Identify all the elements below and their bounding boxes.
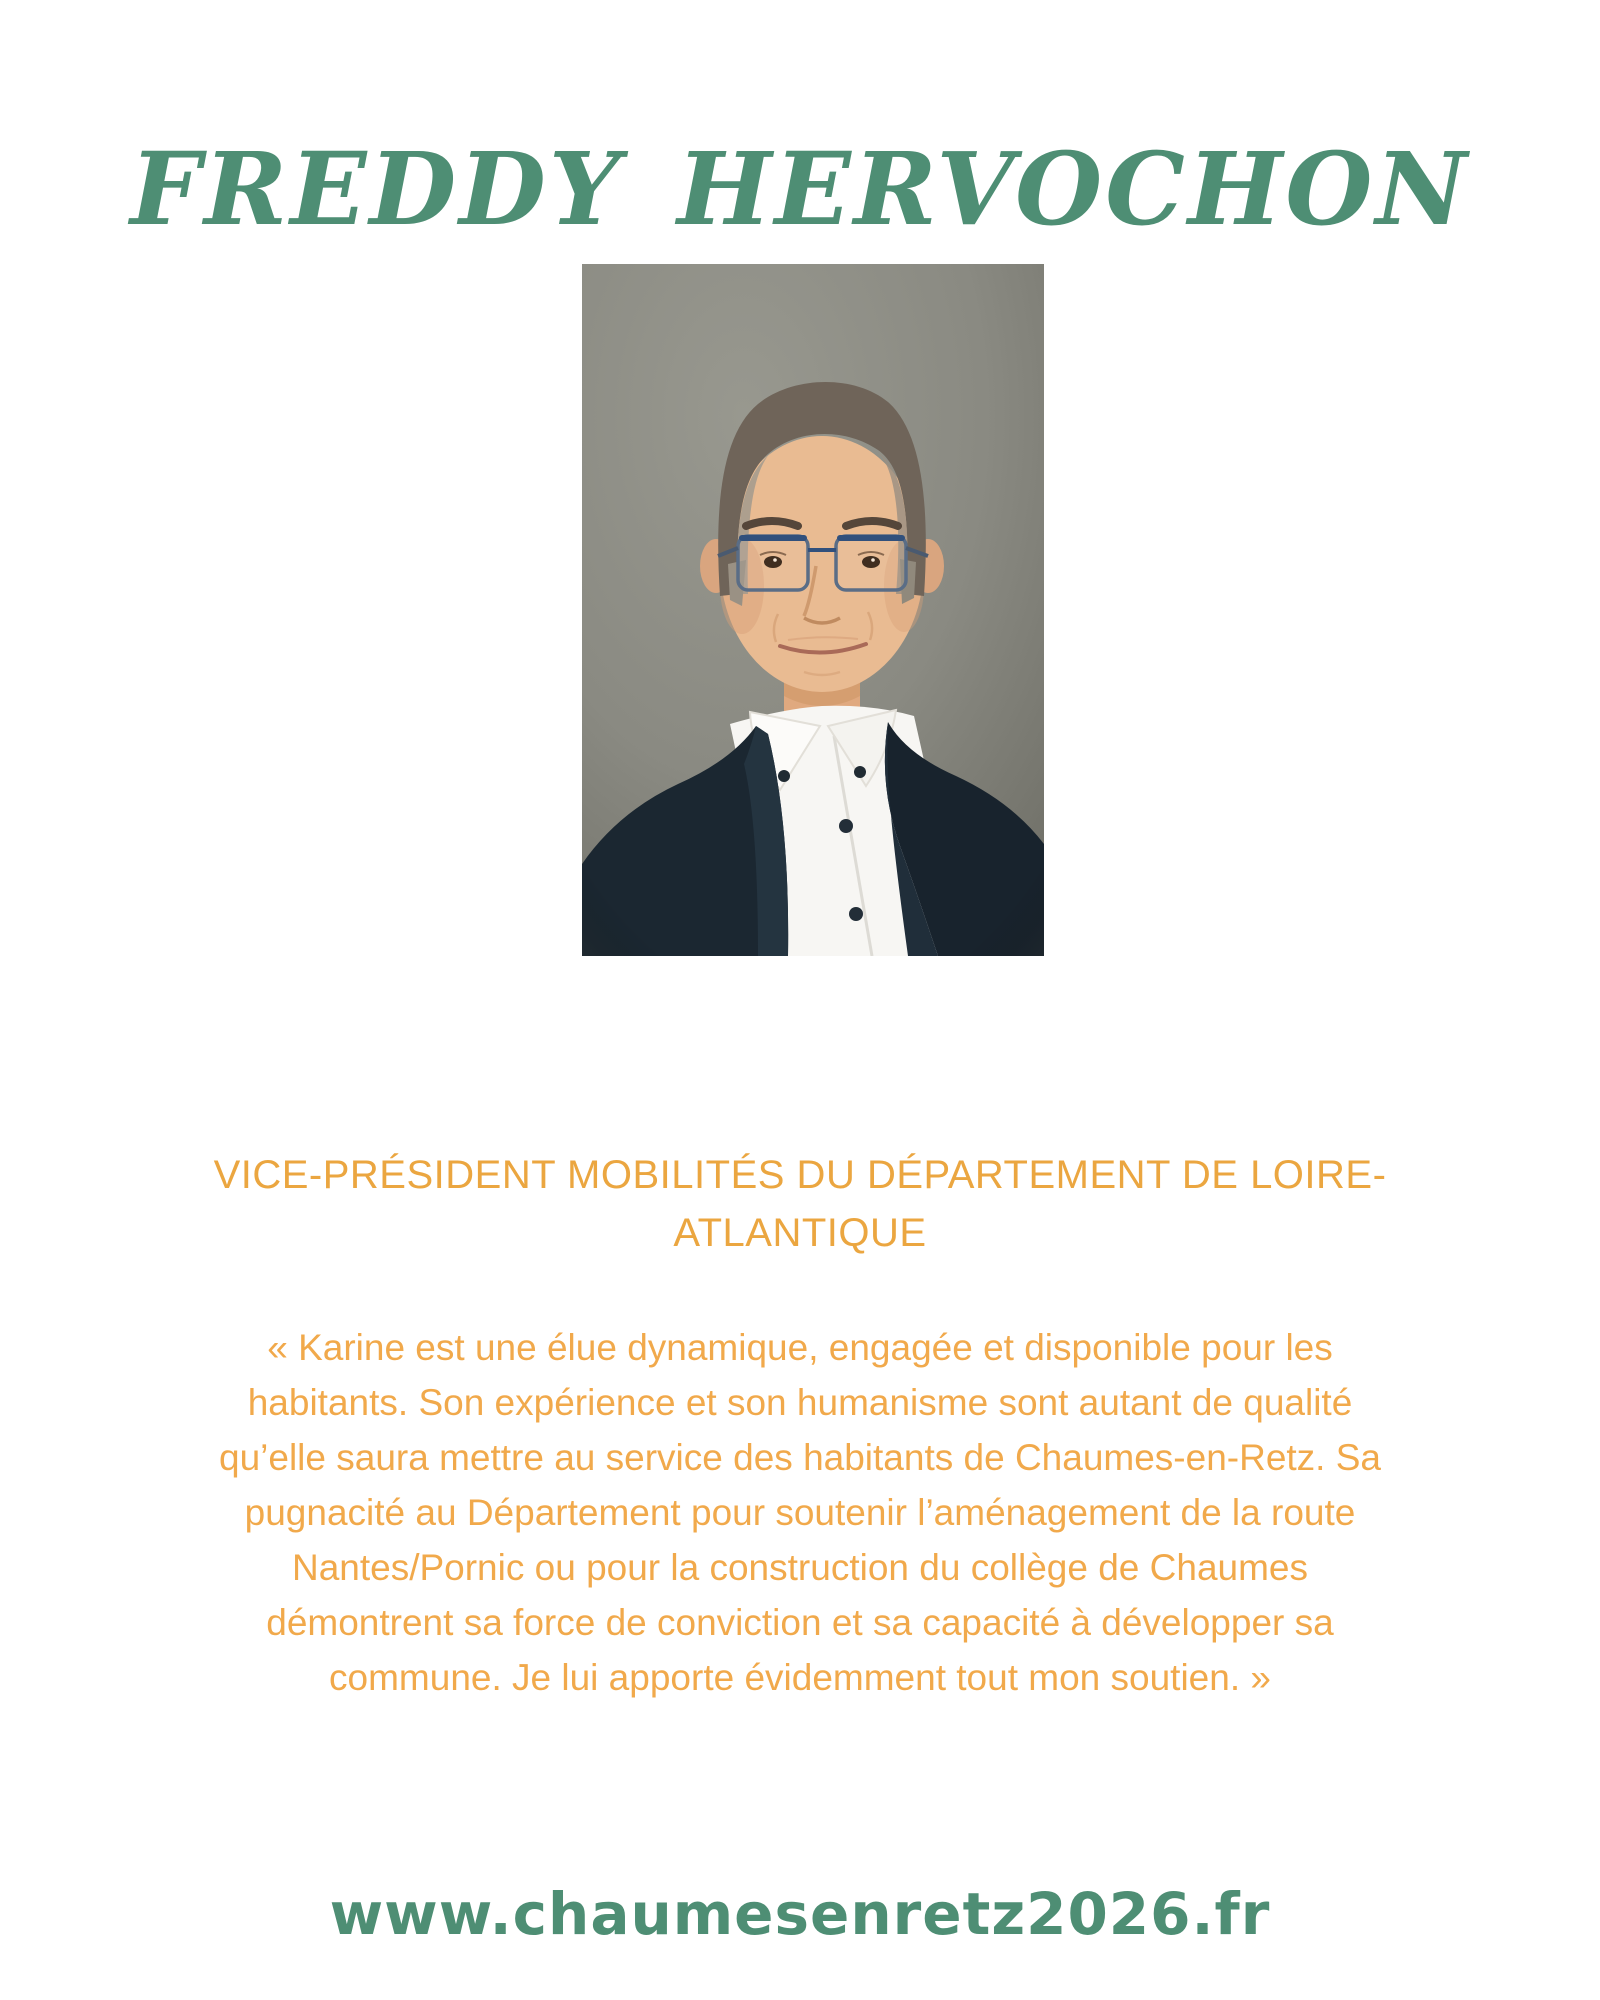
portrait-photo — [582, 264, 1044, 956]
page-title: FREDDY HERVOCHON — [130, 130, 1470, 248]
role-title-line: VICE-PRÉSIDENT MOBILITÉS DU DÉPARTEMENT DE LOIRE- — [213, 1153, 1387, 1197]
quote-block — [0, 1320, 1600, 1705]
role-title-line: ATLANTIQUE — [673, 1211, 927, 1255]
quote-line: Nantes/Pornic ou pour la construction du collège de Chaumes — [291, 1547, 1309, 1588]
quote-line: « Karine est une élue dynamique, engagée et disponible pour les — [267, 1327, 1333, 1368]
quote-line: pugnacité au Département pour soutenir l’aménagement de la route — [244, 1492, 1356, 1533]
role-title — [0, 1146, 1600, 1262]
quote-line: démontrent sa force de conviction et sa capacité à développer sa — [266, 1602, 1334, 1643]
website-url: www.chaumesenretz2026.fr — [329, 1880, 1271, 1948]
quote-line: habitants. Son expérience et son humanisme sont autant de qualité — [247, 1382, 1353, 1423]
portrait-illustration — [582, 264, 1044, 956]
quote-line: qu’elle saura mettre au service des habitants de Chaumes-en-Retz. Sa — [219, 1437, 1381, 1478]
photo-vignette — [582, 264, 1044, 956]
quote-line: commune. Je lui apporte évidemment tout mon soutien. » — [329, 1657, 1271, 1698]
